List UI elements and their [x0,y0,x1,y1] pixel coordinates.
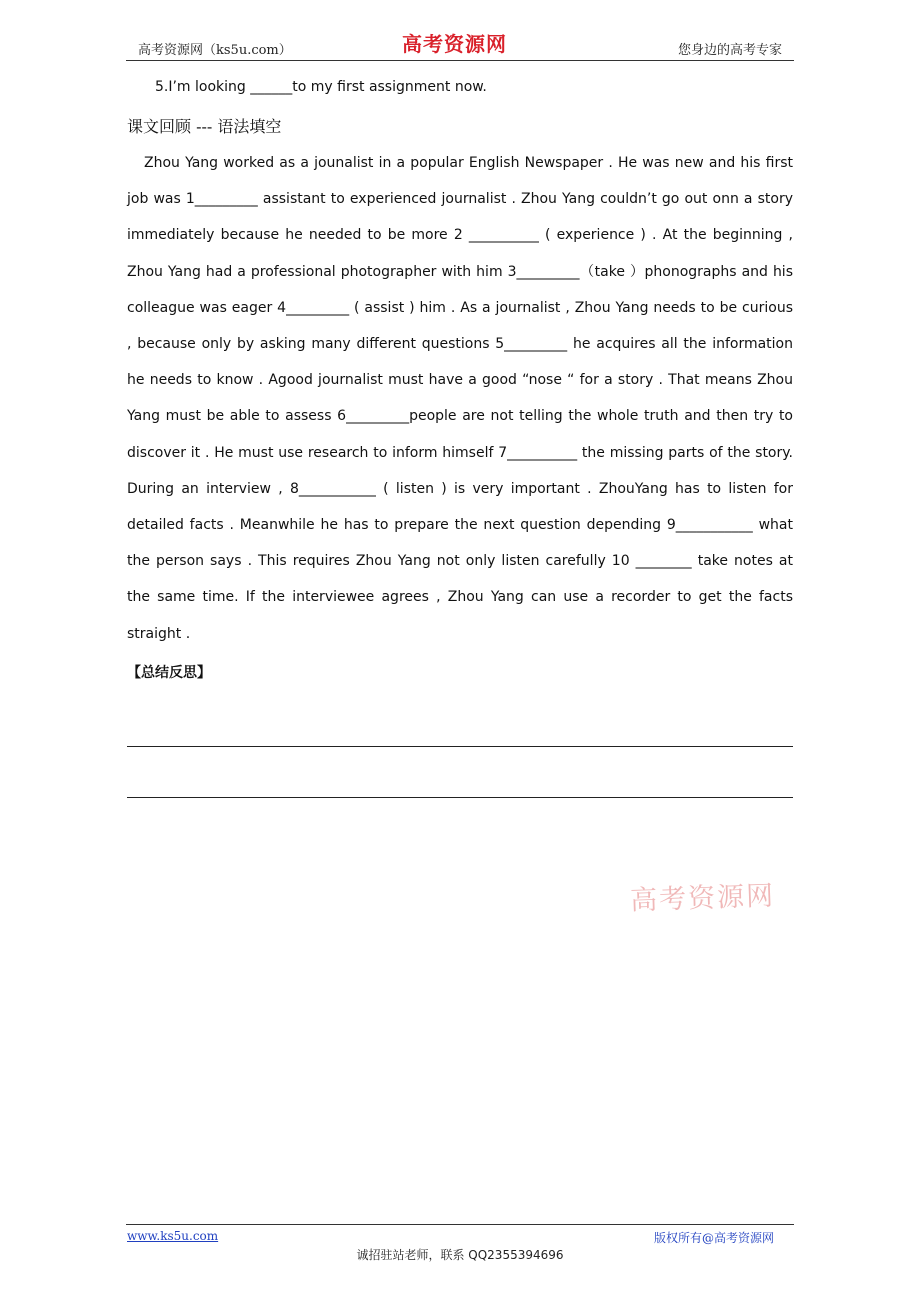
section-title: 课文回顾 --- 语法填空 [127,117,282,136]
page-header [126,30,794,61]
footer-site-link[interactable]: www.ks5u.com [127,1229,219,1243]
question-5: 5.I’m looking ______to my first assignment now. [155,79,487,95]
header-site-name: 高考资源网（ks5u.com） [138,43,292,58]
header-logo: 高考资源网 [402,32,507,56]
summary-heading: 【总结反思】 [127,665,211,681]
footer-contact: 诚招驻站老师，联系 QQ2355394696 [356,1248,564,1262]
answer-line-2 [127,797,793,798]
watermark: 高考资源网 [629,880,776,917]
footer-copyright: 版权所有@高考资源网 [653,1231,774,1245]
header-slogan: 您身边的高考专家 [677,43,782,58]
cloze-passage: Zhou Yang worked as a jounalist in a popular English Newspaper . He was new and his first job was 1_________ assistant to experienced journalist . Zhou Yang couldn’t go out onn a story immediately because he needed to be more 2 __________ ( experience ) . At the beginning , Zhou Yang had a professional photographer with him 3_________（take ）phonographs and his colleague was eager 4_________ ( assist ) him . As a journalist , Zhou Yang needs to be curious , because only by asking many different questions 5_________ he acquires all the information he needs to know . Agood journalist must have a good “nose “ for a story . That means Zhou Yang must be able to assess 6_________people are not telling the whole truth and then try to discover it . He must use research to inform himself 7__________ the missing parts of the story. During an interview , 8___________ ( listen ) is very important . ZhouYang has to listen for detailed facts . Meanwhile he has to prepare the next question depending 9___________ what the person says . This requires Zhou Yang not only listen carefully 10 ________ take notes at the same time. If the interviewee agrees , Zhou Yang can use a recorder to get the facts straight . [127,155,793,642]
footer-divider [126,1224,794,1225]
answer-line-1 [127,746,793,747]
